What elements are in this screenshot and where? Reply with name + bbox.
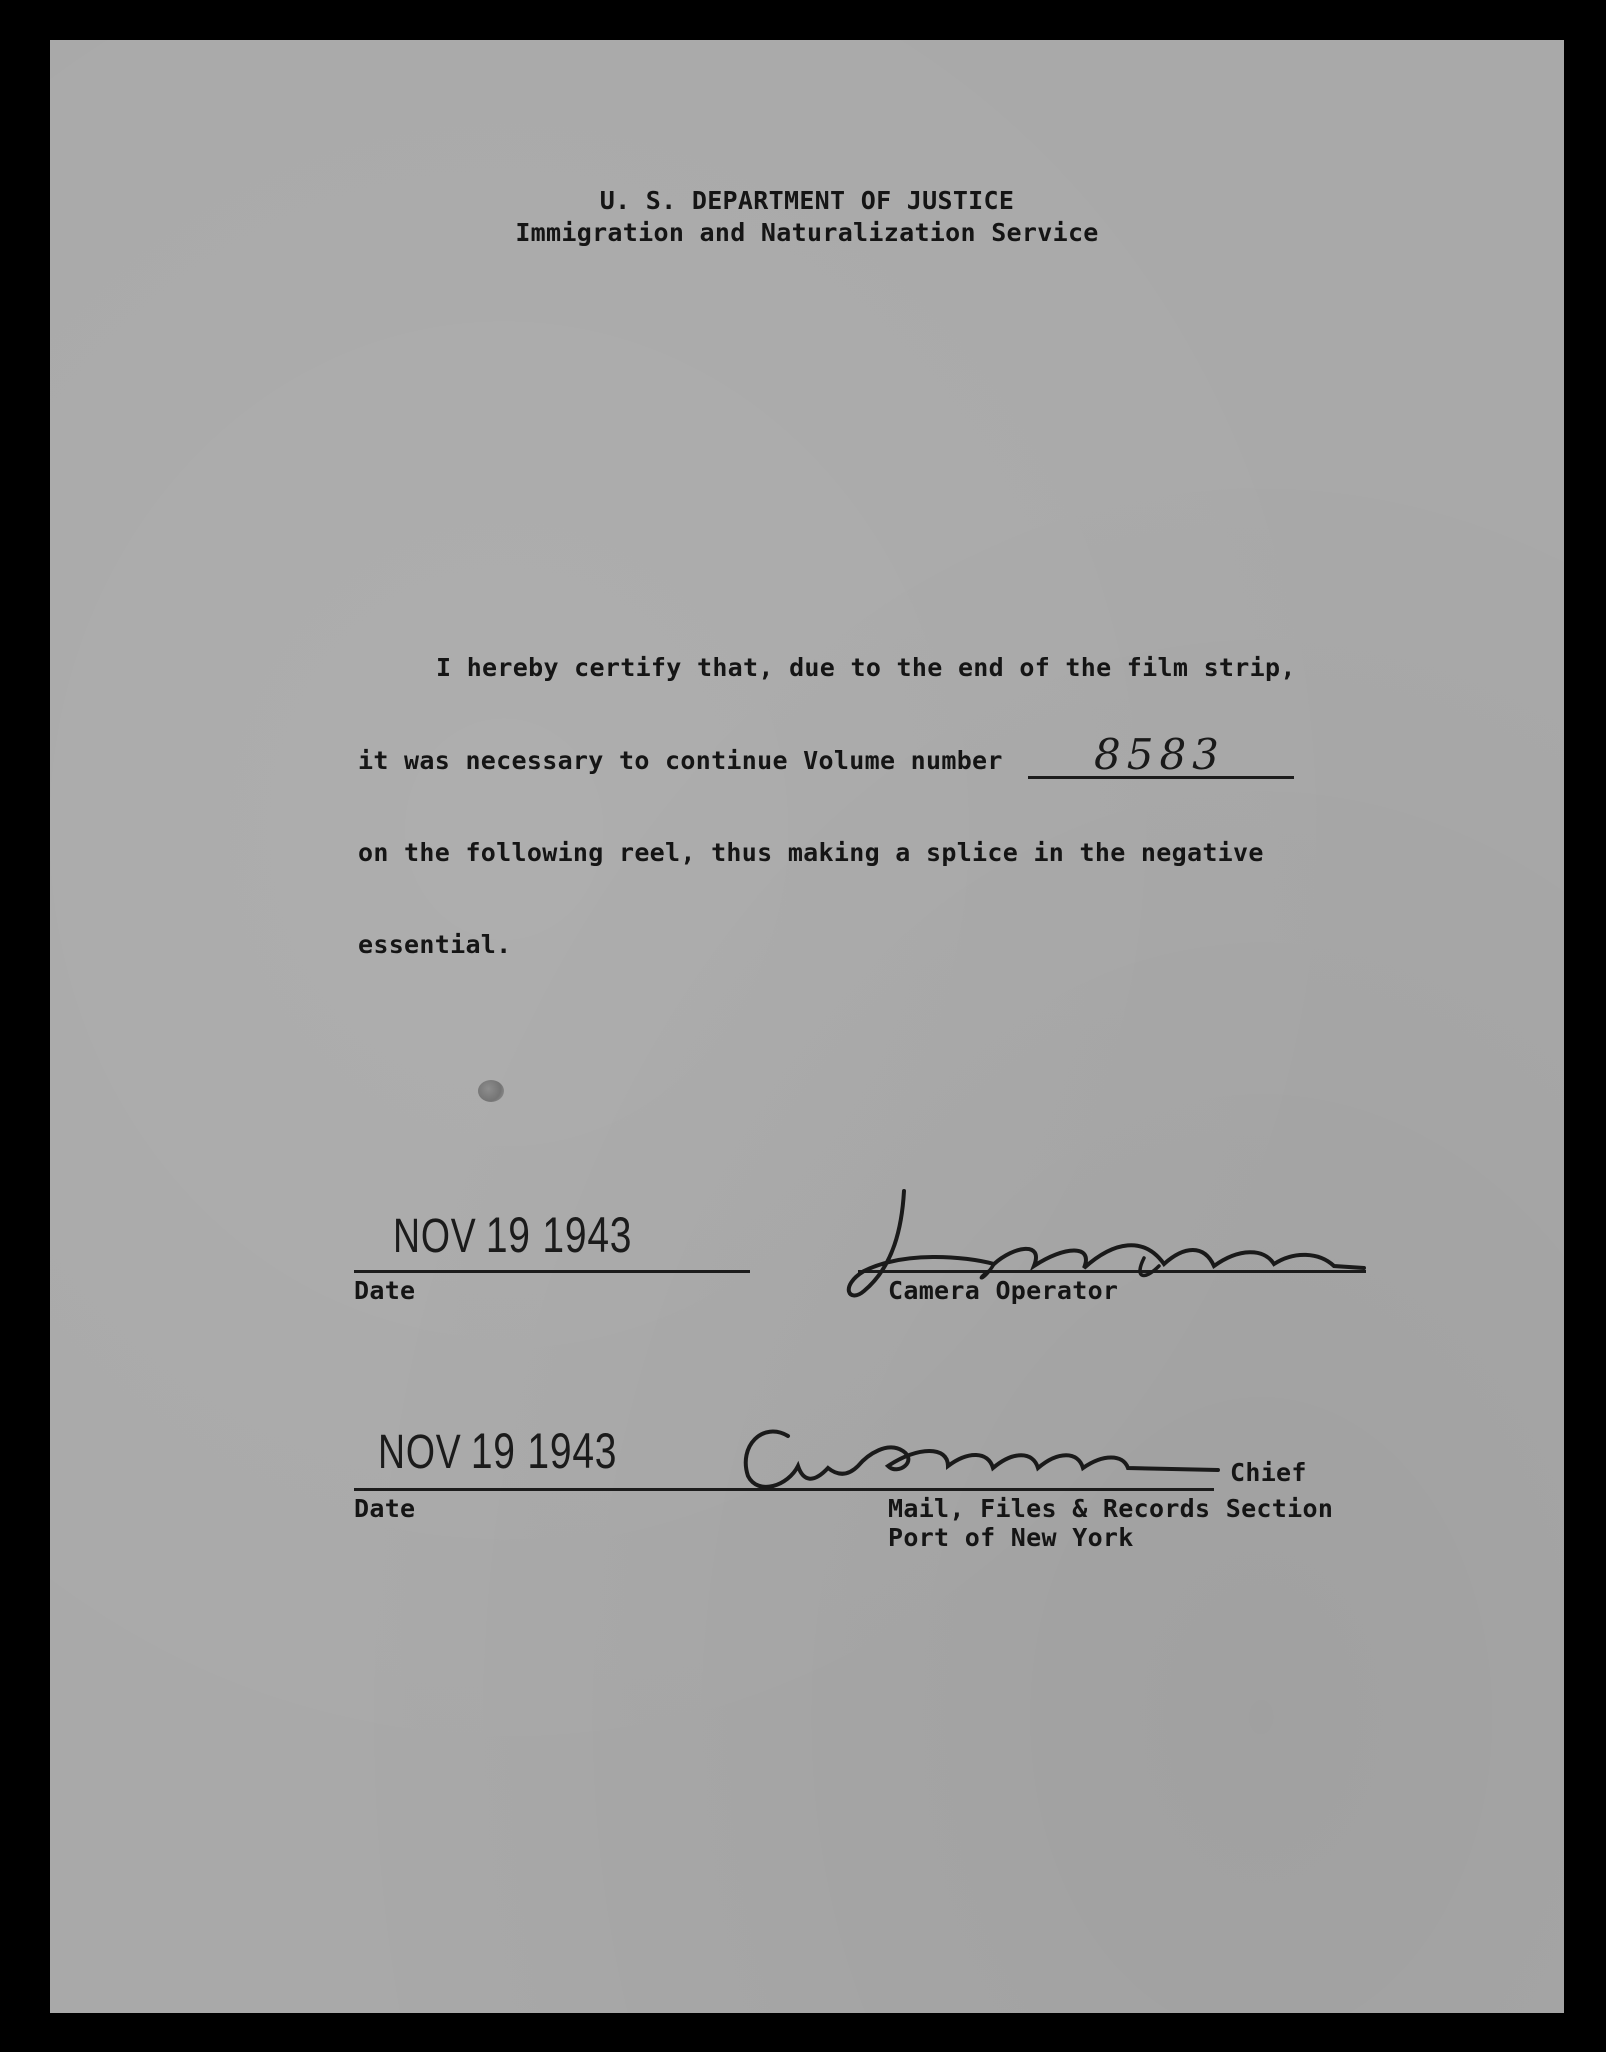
operator-date-stamp: [393, 1206, 632, 1264]
certification-line-1: I hereby certify that, due to the end of the film strip,: [436, 653, 1296, 682]
certification-line-3: on the following reel, thus making a splice in the negative: [358, 838, 1264, 867]
chief-title-label: Chief: [1230, 1458, 1307, 1487]
chief-section-label: Mail, Files & Records Section: [888, 1494, 1334, 1523]
operator-date-line: [354, 1270, 750, 1273]
volume-number-handwritten: 8583: [1094, 730, 1225, 779]
chief-date-stamp-month: NOV: [378, 1426, 462, 1479]
chief-date-label: Date: [354, 1494, 416, 1523]
operator-role-label: Camera Operator: [888, 1276, 1119, 1305]
chief-date-stamp-day-year: 19 1943: [470, 1423, 618, 1479]
document-sheet: [50, 40, 1564, 2013]
paper-blemish: [478, 1080, 504, 1102]
department-heading: U. S. DEPARTMENT OF JUSTICE: [599, 186, 1015, 215]
chief-port-label: Port of New York: [888, 1523, 1134, 1552]
service-heading: Immigration and Naturalization Service: [515, 218, 1099, 247]
certification-line-2: it was necessary to continue Volume number: [358, 746, 1003, 775]
certification-line-4: essential.: [358, 930, 512, 959]
chief-date-stamp: [378, 1422, 617, 1480]
operator-date-stamp-month: NOV: [393, 1210, 477, 1263]
operator-date-stamp-day-year: 19 1943: [485, 1207, 633, 1263]
operator-date-label: Date: [354, 1276, 416, 1305]
